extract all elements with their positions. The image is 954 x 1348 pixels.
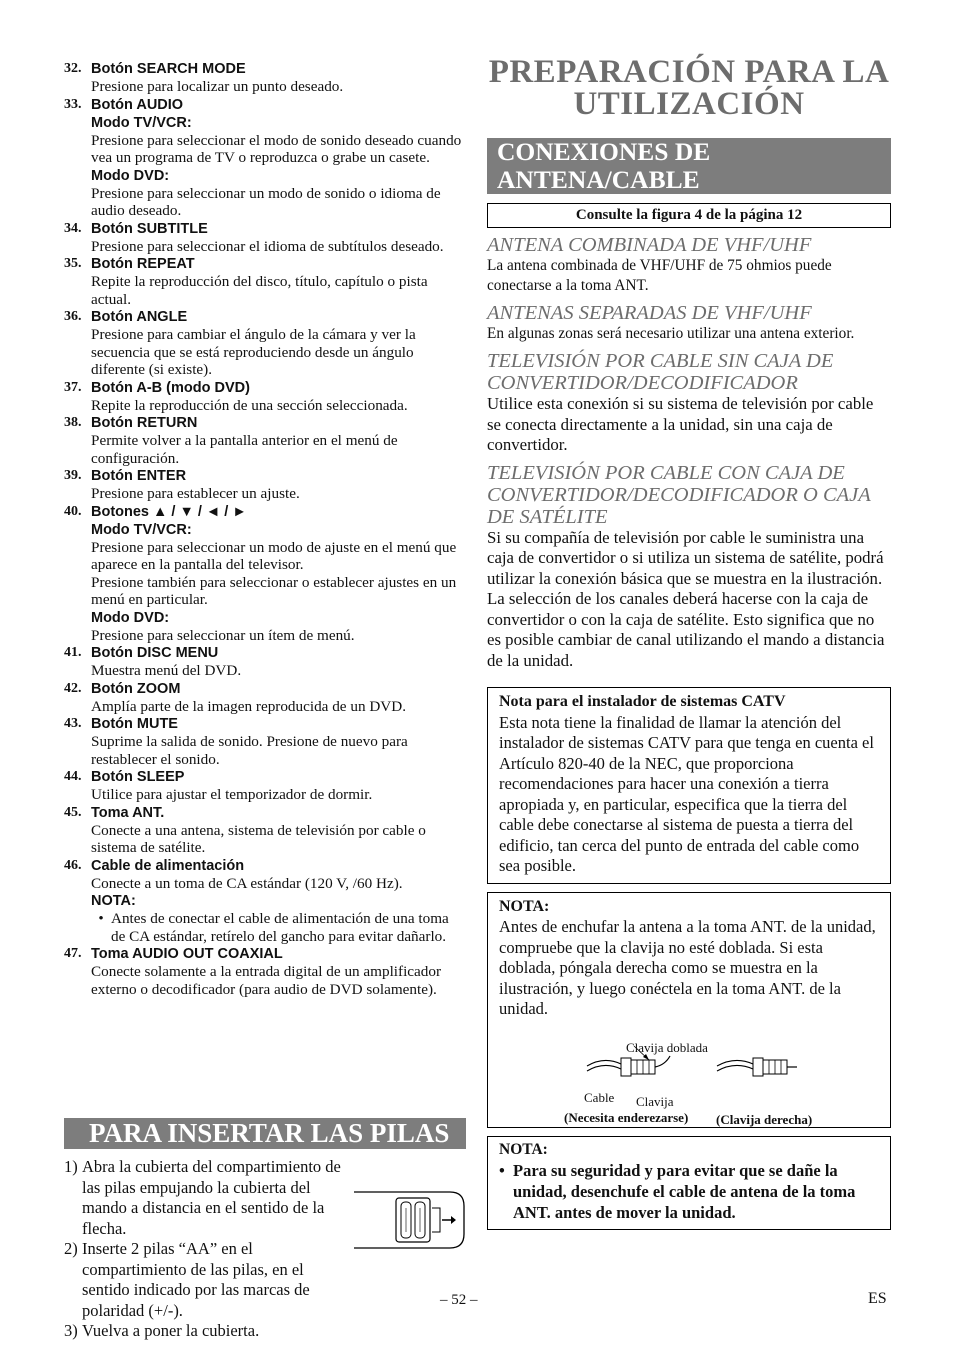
item-number: 44. <box>64 769 82 784</box>
button-description-item <box>64 715 466 768</box>
subsection-paragraph: Utilice esta conexión si su sistema de televisión por cable se conecta directamente a la unidad, sin una caja de convertidor. <box>487 394 874 454</box>
item-number: 32. <box>64 61 82 76</box>
item-title: Botones ▲ / ▼ / ◄ / ► <box>91 503 247 520</box>
button-description-item <box>64 804 466 857</box>
item-title: Botón A-B (modo DVD) <box>91 379 250 396</box>
figure-reference: Consulte la figura 4 de la página 12 <box>487 203 891 228</box>
remote-buttons-list <box>64 60 466 998</box>
subsection-paragraph: La antena combinada de VHF/UHF de 75 ohmios puede conectarse a la toma ANT. <box>487 257 832 294</box>
safety-note-box <box>487 1136 891 1230</box>
antenna-subsection <box>487 462 891 672</box>
item-number: 41. <box>64 645 82 660</box>
button-description-item <box>64 308 466 379</box>
item-heading <box>64 96 466 114</box>
item-heading <box>64 467 466 485</box>
button-description-item <box>64 60 466 96</box>
item-title: Botón DISC MENU <box>91 645 219 661</box>
item-title: Botón SEARCH MODE <box>91 61 246 77</box>
item-description: Presione para seleccionar un modo de sonido o idioma de audio deseado. <box>91 184 441 219</box>
item-number: 46. <box>64 857 82 873</box>
item-title: Cable de alimentación <box>91 857 245 874</box>
step-text: Inserte 2 pilas “AA” en el compartimiento de las pilas, en el sentido indicado por las marcas de polaridad (+/-). <box>82 1239 310 1320</box>
antenna-subsection <box>487 350 891 456</box>
antenna-section-title: CONEXIONES DE ANTENA/CABLE <box>487 138 891 194</box>
plug-illustration-icon <box>499 1020 881 1125</box>
item-number: 42. <box>64 680 82 696</box>
item-description: Presione también para seleccionar o establecer ajustes en un menú en particular. <box>91 573 457 608</box>
language-code: ES <box>868 1290 887 1307</box>
item-description: Presione para seleccionar un ítem de menú. <box>91 626 355 644</box>
catv-installer-note <box>487 687 891 884</box>
step-number: 2) <box>64 1239 78 1258</box>
subsection-title: TELEVISIÓN POR CABLE SIN CAJA DE CONVERTIDOR/DECODIFICADOR <box>487 350 834 394</box>
button-description-item <box>64 414 466 467</box>
item-heading <box>64 945 466 963</box>
item-description: Repite la reproducción del disco, título, capítulo o pista actual. <box>91 273 428 308</box>
item-number: 33. <box>64 96 82 112</box>
item-heading <box>64 255 466 273</box>
button-description-item <box>64 220 466 256</box>
item-title: Botón ANGLE <box>91 309 188 325</box>
safety-note-bullet <box>499 1160 880 1223</box>
item-title: Botón REPEAT <box>91 256 195 272</box>
bent-plug-label: Clavija doblada <box>626 1039 708 1055</box>
item-number: 35. <box>64 256 82 271</box>
subsection-paragraph: En algunas zonas será necesario utilizar una antena exterior. <box>487 325 855 342</box>
item-heading <box>64 768 466 786</box>
button-description-item <box>64 96 466 220</box>
antenna-subsection <box>487 234 891 296</box>
plug-note-box <box>487 892 891 1128</box>
item-number: 43. <box>64 716 82 731</box>
button-description-item <box>64 945 466 998</box>
step-number: 3) <box>64 1321 78 1340</box>
item-description: Suprime la salida de sonido. Presione de nuevo para restablecer el sonido. <box>91 733 408 768</box>
remote-battery-compartment-icon <box>352 1188 466 1250</box>
item-heading <box>64 715 466 733</box>
bullet-dot: • <box>98 910 104 927</box>
item-description: Conecte a un toma de CA estándar (120 V, /60 Hz). <box>91 874 403 892</box>
item-heading <box>64 60 466 78</box>
mode-label: Modo TV/VCR: <box>91 521 192 538</box>
item-description: Presione para cambiar el ángulo de la cámara y ver la secuencia que se está reproduciendo desde un ángulo diferente (si existe). <box>91 326 416 378</box>
button-description-item <box>64 467 466 503</box>
item-heading <box>64 644 466 662</box>
plug-figure <box>499 1020 880 1125</box>
item-title: Toma ANT. <box>91 804 165 821</box>
mode-label: Modo DVD: <box>91 609 170 626</box>
button-description-item <box>64 680 466 716</box>
straight-plug-label: (Clavija derecha) <box>716 1111 813 1127</box>
item-number: 34. <box>64 220 82 236</box>
item-heading <box>64 804 466 822</box>
subsection-paragraph: Si su compañía de televisión por cable le suministra una caja de convertidor o si utiliza un sistema de satélite, podrá utilizar la conexión básica que se muestra en la ilustración. <box>487 527 884 588</box>
item-heading <box>64 379 466 397</box>
item-heading <box>64 503 466 521</box>
item-description: Muestra menú del DVD. <box>91 662 242 679</box>
subsection-title: ANTENA COMBINADA DE VHF/UHF <box>487 234 812 256</box>
item-description: Conecte a una antena, sistema de televisión por cable o sistema de satélite. <box>91 821 426 856</box>
item-title: Botón MUTE <box>91 716 178 732</box>
mode-label: Modo TV/VCR: <box>91 114 192 131</box>
page-title: PREPARACIÓN PARA LA UTILIZACIÓN <box>488 54 890 122</box>
item-description: Presione para seleccionar el modo de sonido deseado cuando vea un programa de TV o reproduzca o grabe un casete. <box>91 131 462 166</box>
plug-label: Clavija <box>636 1093 674 1109</box>
plug-note-text: Antes de enchufar la antena a la toma ANT. de la unidad, compruebe que la clavija no esté doblada. Si esta doblada, póngala derecha como se muestra en la ilustración, y luego conéctela en la toma ANT. de la unidad. <box>499 917 876 1018</box>
subsection-title: ANTENAS SEPARADAS DE VHF/UHF <box>487 302 812 324</box>
button-description-item <box>64 503 466 645</box>
catv-note-text: Esta nota tiene la finalidad de llamar la atención del instalador de sistemas CATV para que tenga en cuenta el Artículo 820-40 de la NEC, que proporciona recomendaciones para hacer una conexión a tierra apropiada y, en particular, especifica que la tierra del cable debe conectarse al sistema de puesta a tierra del edificio, tan cerca del punto de entrada del cable como sea posible. <box>499 712 874 875</box>
button-description-item <box>64 644 466 680</box>
button-description-item <box>64 379 466 415</box>
subsection-paragraph: La selección de los canales deberá hacerse con la caja de convertidor o con la caja de satélite. Esto significa que no es posible cambiar de canal utilizando el mando a distancia de la unidad. <box>487 589 885 670</box>
item-description: Permite volver a la pantalla anterior en el menú de configuración. <box>91 432 398 467</box>
item-number: 40. <box>64 503 82 519</box>
page-number: – 52 – <box>440 1292 478 1308</box>
item-description: Presione para seleccionar el idioma de subtítulos deseado. <box>91 237 444 255</box>
bullet-text: Antes de conectar el cable de alimentación de una toma de CA estándar, retírelo del gancho para evitar dañarlo. <box>111 910 449 945</box>
mode-label: Modo DVD: <box>91 167 170 184</box>
item-description: Presione para localizar un punto deseado. <box>91 78 344 95</box>
safety-note-text: Para su seguridad y para evitar que se dañe la unidad, desenchufe el cable de antena de la toma ANT. antes de mover la unidad. <box>513 1160 856 1222</box>
item-title: Botón SLEEP <box>91 769 185 785</box>
item-number: 36. <box>64 309 82 324</box>
item-description: Utilice para ajustar el temporizador de dormir. <box>91 786 373 803</box>
item-number: 47. <box>64 946 82 961</box>
item-description: Presione para establecer un ajuste. <box>91 485 300 502</box>
note-bullet <box>91 910 466 945</box>
item-number: 39. <box>64 468 82 483</box>
item-heading <box>64 308 466 326</box>
bullet-dot: • <box>499 1160 505 1180</box>
item-description: Repite la reproducción de una sección seleccionada. <box>91 396 408 414</box>
battery-step <box>64 1239 464 1321</box>
button-description-item <box>64 255 466 308</box>
item-heading <box>64 220 466 238</box>
plug-note-title: NOTA: <box>499 897 550 915</box>
button-description-item <box>64 857 466 946</box>
mode-label: NOTA: <box>91 893 136 909</box>
item-heading <box>64 414 466 432</box>
cable-label: Cable <box>584 1089 615 1105</box>
battery-step <box>64 1321 464 1342</box>
safety-note-title: NOTA: <box>499 1140 548 1158</box>
item-number: 45. <box>64 804 82 820</box>
batteries-section-title: PARA INSERTAR LAS PILAS <box>64 1118 466 1149</box>
subsection-title: TELEVISIÓN POR CABLE CON CAJA DE CONVERTIDOR/DECODIFICADOR O CAJA DE SATÉLITE <box>487 461 871 528</box>
item-description: Amplía parte de la imagen reproducida de un DVD. <box>91 697 407 715</box>
button-description-item <box>64 768 466 804</box>
item-number: 38. <box>64 415 82 430</box>
antenna-subsection <box>487 302 891 344</box>
item-title: Botón ZOOM <box>91 680 181 697</box>
item-heading <box>64 680 466 698</box>
needs-straightening-label: (Necesita enderezarse) <box>564 1109 689 1125</box>
item-title: Botón ENTER <box>91 468 187 484</box>
step-text: Abra la cubierta del compartimiento de las pilas empujando la cubierta del mando a distancia en el sentido de la flecha. <box>82 1157 341 1238</box>
item-description: Conecte solamente a la entrada digital de un amplificador externo o decodificador (para audio de DVD solamente). <box>91 963 442 998</box>
item-title: Toma AUDIO OUT COAXIAL <box>91 946 283 962</box>
step-number: 1) <box>64 1157 78 1176</box>
right-column <box>487 56 891 1230</box>
step-text: Vuelva a poner la cubierta. <box>82 1321 260 1340</box>
item-title: Botón AUDIO <box>91 96 184 113</box>
catv-note-title: Nota para el instalador de sistemas CATV <box>499 693 786 710</box>
item-title: Botón RETURN <box>91 415 198 431</box>
item-description: Presione para seleccionar un modo de ajuste en el menú que aparece en la pantalla del televisor. <box>91 538 457 573</box>
item-heading <box>64 857 466 875</box>
antenna-subsections <box>487 234 891 671</box>
item-number: 37. <box>64 379 82 395</box>
item-title: Botón SUBTITLE <box>91 220 208 237</box>
